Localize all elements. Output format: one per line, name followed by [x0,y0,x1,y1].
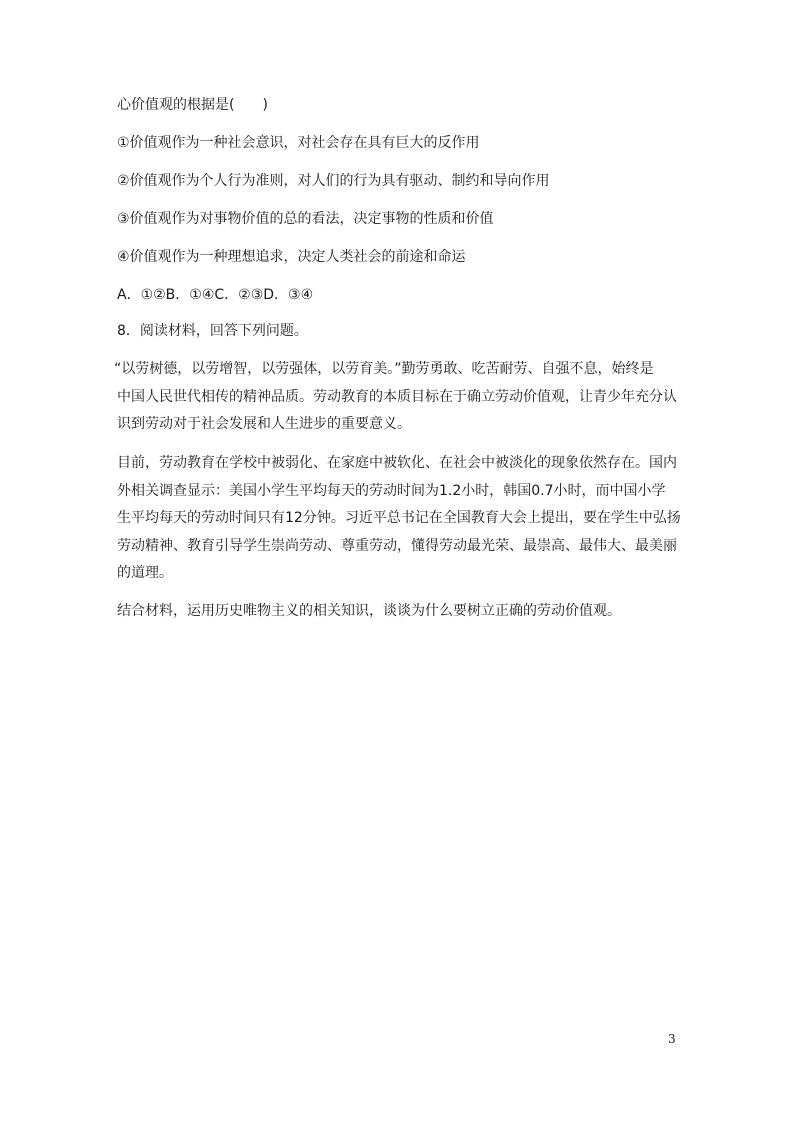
answer-choices: A．①②B．①④C．②③D．③④ [117,287,314,303]
paragraph-1-line: 识到劳动对于社会发展和人生进步的重要意义。 [117,416,411,432]
paragraph-2-line: 生平均每天的劳动时间只有12分钟。习近平总书记在全国教育大会上提出，要在学生中弘扬 [117,510,681,526]
paragraph-2-line: 目前，劳动教育在学校中被弱化、在家庭中被软化、在社会中被淡化的现象依然存在。国内 [117,455,677,471]
option-4: ④价值观作为一种理想追求，决定人类社会的前途和命运 [117,249,466,265]
question-8-prompt: 结合材料，运用历史唯物主义的相关知识，谈谈为什么要树立正确的劳动价值观。 [117,603,621,619]
material-paragraph-2 [117,450,679,588]
paragraph-2-line: 外相关调查显示：美国小学生平均每天的劳动时间为1.2小时，韩国0.7小时，而中国小学 [117,482,666,499]
question-stem-tail: 心价值观的根据是( ) [117,97,268,113]
option-2: ②价值观作为个人行为准则，对人们的行为具有驱动、制约和导向作用 [117,173,550,189]
option-3: ③价值观作为对事物价值的总的看法，决定事物的性质和价值 [117,211,494,227]
page-number: 3 [668,1032,676,1046]
paragraph-1-line: 中国人民世代相传的精神品质。劳动教育的本质目标在于确立劳动价值观，让青少年充分认 [117,388,677,405]
paragraph-2-line: 劳动精神、教育引导学生崇尚劳动、尊重劳动，懂得劳动最光荣、最崇高、最伟大、最美丽 [117,537,677,554]
material-paragraph-1 [114,356,679,439]
paragraph-1-line: “以劳树德，以劳增智，以劳强体，以劳育美。”勤劳勇敢、吃苦耐劳、自强不息，始终是 [114,361,654,377]
paragraph-2-line: 的道理。 [117,565,173,581]
question-8-heading: 8．阅读材料，回答下列问题。 [117,323,308,339]
option-1: ①价值观作为一种社会意识，对社会存在具有巨大的反作用 [117,135,480,151]
